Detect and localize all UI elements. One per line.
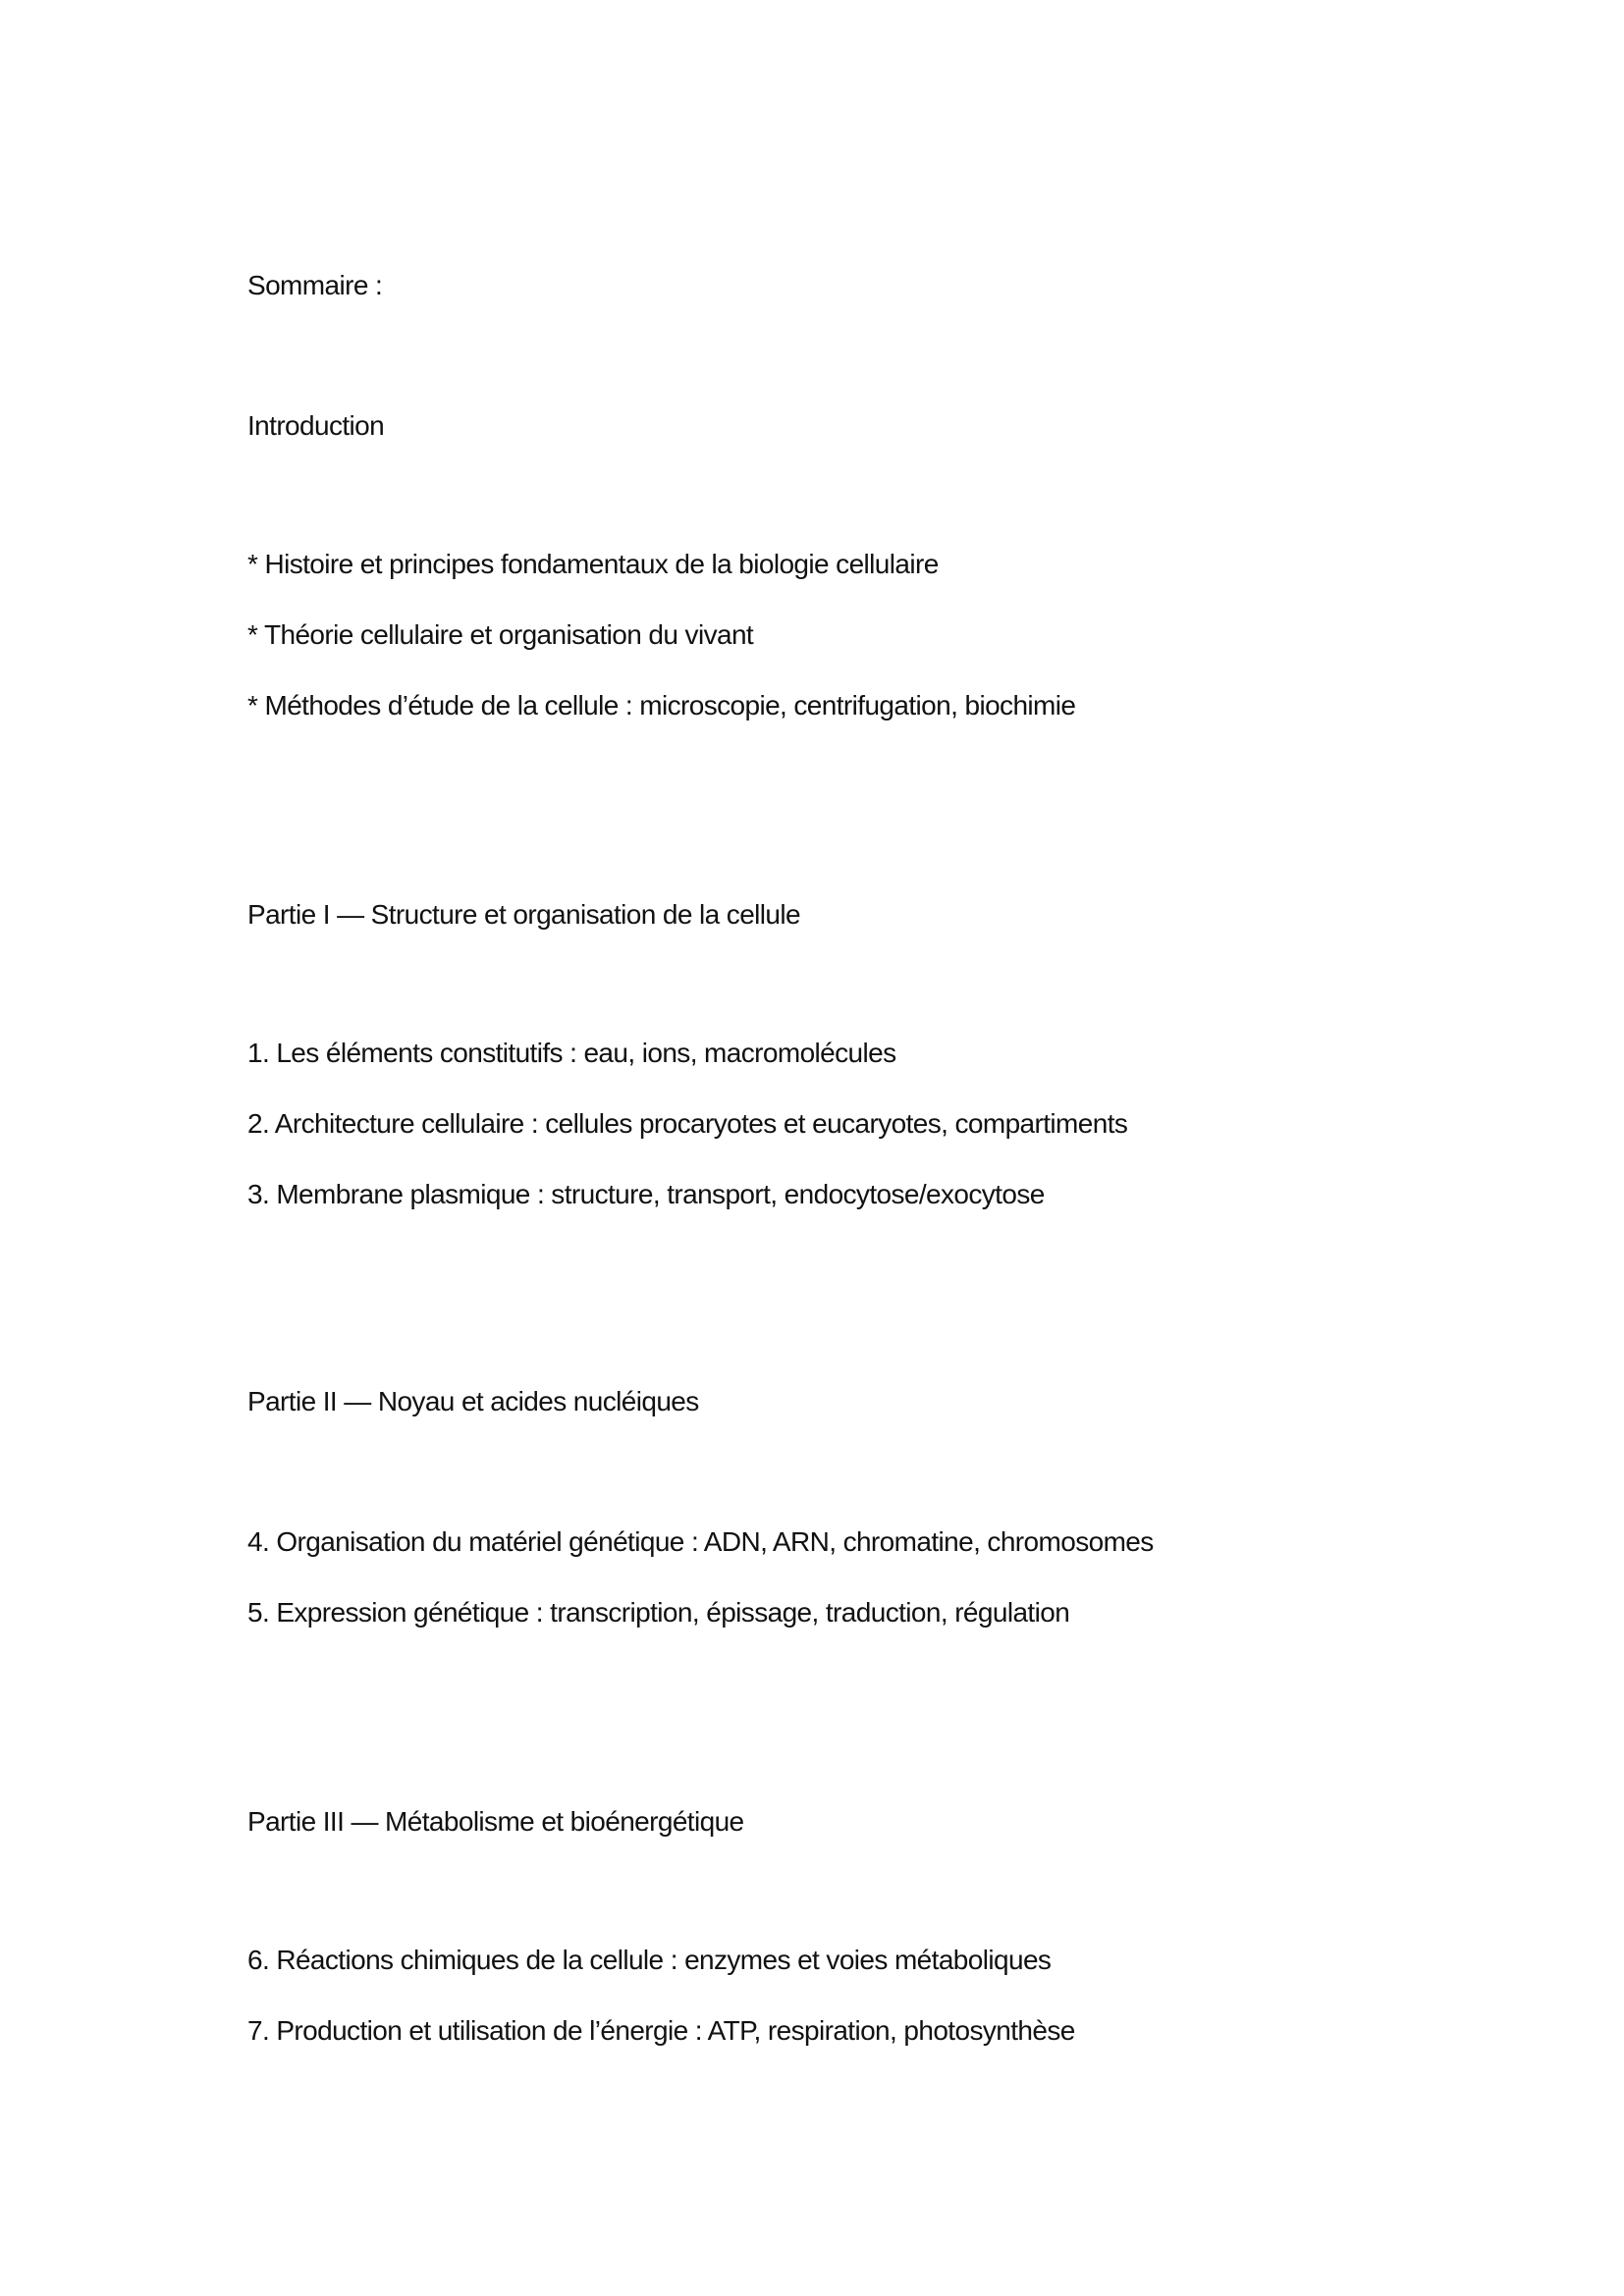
summary-heading: Sommaire : — [247, 270, 383, 300]
part-heading-3: Partie III — Métabolisme et bioénergétique — [247, 1806, 744, 1837]
part-heading-2: Partie II — Noyau et acides nucléiques — [247, 1386, 699, 1416]
chapter-item: 7. Production et utilisation de l’énergie : ATP, respiration, photosynthèse — [247, 2015, 1075, 2046]
part-heading-1: Partie I — Structure et organisation de la cellule — [247, 899, 800, 930]
chapter-item: 1. Les éléments constitutifs : eau, ions, macromolécules — [247, 1038, 896, 1068]
introduction-item: * Histoire et principes fondamentaux de la biologie cellulaire — [247, 549, 939, 579]
introduction-heading: Introduction — [247, 410, 385, 441]
chapter-item: 5. Expression génétique : transcription, épissage, traduction, régulation — [247, 1597, 1070, 1628]
introduction-item: * Théorie cellulaire et organisation du vivant — [247, 619, 754, 650]
chapter-item: 4. Organisation du matériel génétique : ADN, ARN, chromatine, chromosomes — [247, 1526, 1154, 1557]
chapter-item: 2. Architecture cellulaire : cellules procaryotes et eucaryotes, compartiments — [247, 1108, 1128, 1139]
chapter-item: 3. Membrane plasmique : structure, transport, endocytose/exocytose — [247, 1179, 1045, 1209]
chapter-item: 6. Réactions chimiques de la cellule : enzymes et voies métaboliques — [247, 1945, 1052, 1975]
introduction-item: * Méthodes d’étude de la cellule : microscopie, centrifugation, biochimie — [247, 690, 1076, 721]
